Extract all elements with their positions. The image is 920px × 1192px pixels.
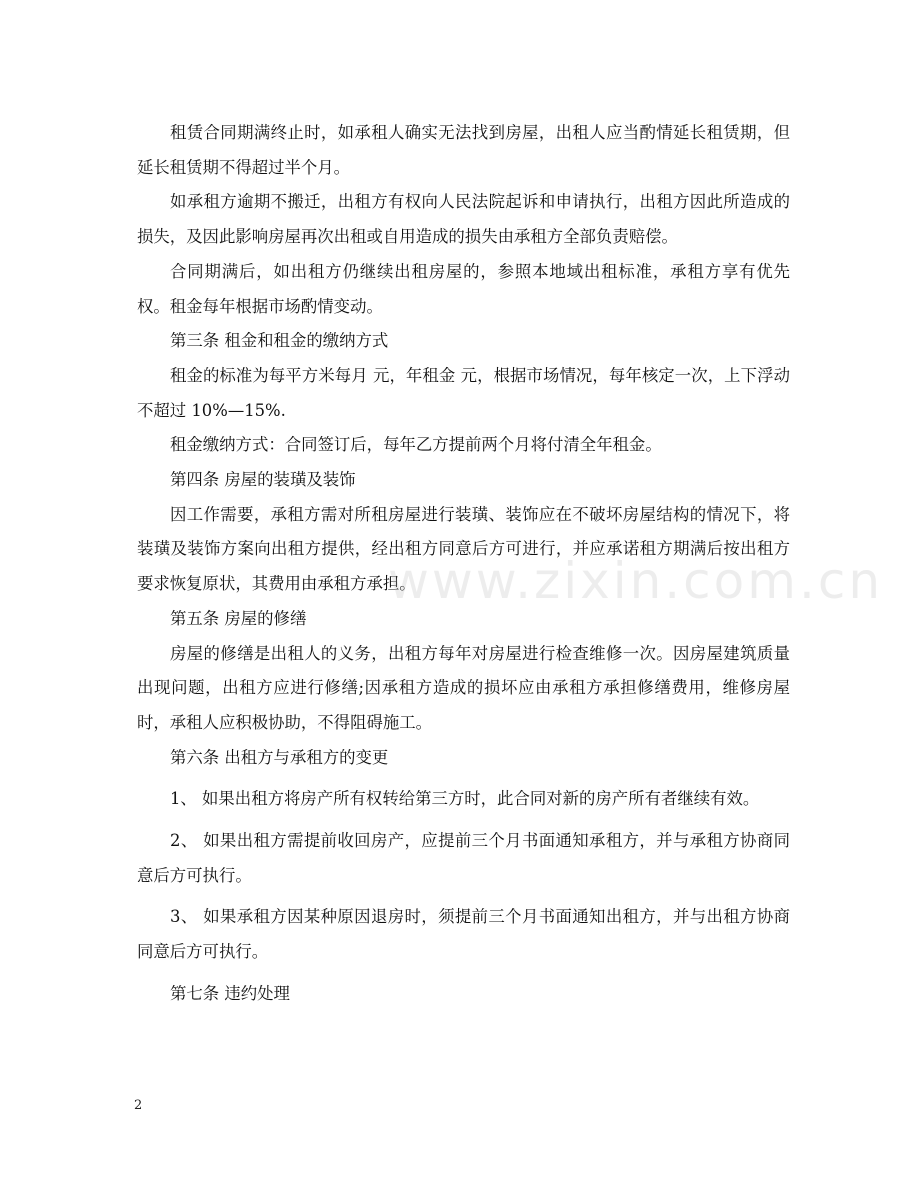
section-heading: 第四条 房屋的装璜及装饰 bbox=[170, 470, 356, 490]
paragraph: 租金的标准为每平方米每月 元，年租金 元，根据市场情况，每年核定一次，上下浮动不超过 10%—15%. bbox=[137, 365, 790, 420]
watermark: www.zixin.com.cn bbox=[388, 552, 884, 610]
section-heading: 第六条 出租方与承租方的变更 bbox=[170, 747, 389, 767]
section-heading: 第五条 房屋的修缮 bbox=[170, 608, 307, 628]
section-heading: 第三条 租金和租金的缴纳方式 bbox=[170, 331, 389, 351]
page-number: 2 bbox=[134, 1098, 143, 1113]
document-body bbox=[137, 116, 790, 1012]
section-heading: 第七条 违约处理 bbox=[170, 983, 290, 1003]
list-item: 3、 如果承租方因某种原因退房时，须提前三个月书面通知出租方，并与出租方协商同意后方可执行。 bbox=[137, 907, 790, 962]
paragraph: 租赁合同期满终止时，如承租人确实无法找到房屋，出租人应当酌情延长租赁期，但延长租赁期不得超过半个月。 bbox=[137, 123, 790, 177]
paragraph: 因工作需要，承租方需对所租房屋进行装璜、装饰应在不破坏房屋结构的情况下，将装璜及装饰方案向出租方提供，经出租方同意后方可进行，并应承诺租方期满后按出租方要求恢复原状，其费用由承租方承担。 bbox=[137, 504, 790, 594]
paragraph: 如承租方逾期不搬迁，出租方有权向人民法院起诉和申请执行，出租方因此所造成的损失，及因此影响房屋再次出租或自用造成的损失由承租方全部负责赔偿。 bbox=[137, 192, 790, 247]
paragraph: 房屋的修缮是出租人的义务，出租方每年对房屋进行检查维修一次。因房屋建筑质量出现问题，出租方应进行修缮;因承租方造成的损坏应由承租方承担修缮费用，维修房屋时，承租人应积极协助，不得阻碍施工。 bbox=[137, 643, 790, 732]
paragraph: 租金缴纳方式：合同签订后，每年乙方提前两个月将付清全年租金。 bbox=[170, 435, 662, 455]
paragraph: 合同期满后，如出租方仍继续出租房屋的，参照本地域出租标准，承租方享有优先权。租金每年根据市场酌情变动。 bbox=[137, 261, 790, 316]
list-item: 1、 如果出租方将房产所有权转给第三方时，此合同对新的房产所有者继续有效。 bbox=[170, 789, 760, 809]
list-item: 2、 如果出租方需提前收回房产，应提前三个月书面通知承租方，并与承租方协商同意后方可执行。 bbox=[137, 831, 790, 885]
